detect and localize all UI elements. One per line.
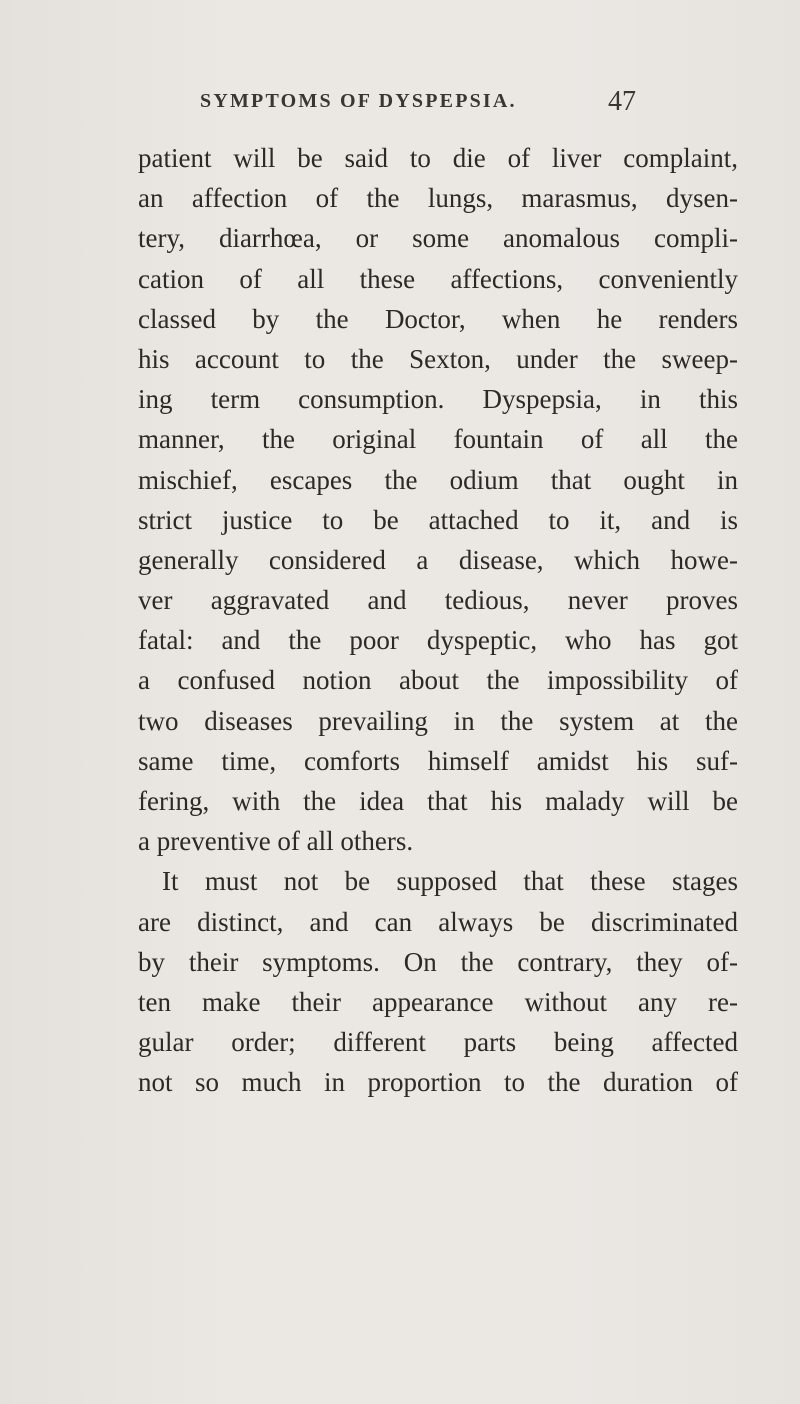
- text-line: mischief, escapes the odium that ought in: [138, 464, 738, 495]
- running-title: SYMPTOMS OF DYSPEPSIA.: [200, 90, 517, 112]
- text-line: cation of all these affections, conveniently: [138, 263, 738, 294]
- text-line: are distinct, and can always be discriminated: [138, 906, 738, 937]
- text-line: his account to the Sexton, under the sweep-: [138, 343, 738, 374]
- text-line: fatal: and the poor dyspeptic, who has got: [138, 625, 738, 656]
- text-line: tery, diarrhœa, or some anomalous compli-: [138, 223, 738, 254]
- text-line: a confused notion about the impossibility of: [138, 665, 738, 696]
- text-line: strict justice to be attached to it, and is: [138, 504, 738, 535]
- text-line: It must not be supposed that these stages: [162, 866, 738, 897]
- text-line: fering, with the idea that his malady will be: [138, 786, 738, 816]
- text-line: by their symptoms. On the contrary, they of-: [138, 946, 738, 977]
- text-line: classed by the Doctor, when he renders: [138, 303, 738, 334]
- text-line: manner, the original fountain of all the: [138, 424, 738, 455]
- text-line: gular order; different parts being affected: [138, 1027, 738, 1058]
- paragraph-1: [138, 138, 738, 861]
- text-line: ten make their appearance without any re-: [138, 986, 738, 1017]
- text-line: an affection of the lungs, marasmus, dysen-: [138, 183, 738, 214]
- text-line: two diseases prevailing in the system at the: [138, 705, 738, 736]
- text-line: ing term consumption. Dyspepsia, in this: [138, 384, 738, 415]
- paragraph-2: [138, 861, 738, 1102]
- running-head: [200, 86, 636, 117]
- page-number: 47: [608, 86, 636, 117]
- text-line: patient will be said to die of liver complaint,: [138, 143, 738, 173]
- text-line: ver aggravated and tedious, never proves: [138, 585, 738, 616]
- text-line: same time, comforts himself amidst his suf-: [138, 745, 738, 776]
- text-line: a preventive of all others.: [138, 826, 414, 857]
- body-text: [138, 138, 738, 1103]
- text-line: not so much in proportion to the duration of: [138, 1067, 738, 1098]
- text-line: generally considered a disease, which howe-: [138, 544, 738, 575]
